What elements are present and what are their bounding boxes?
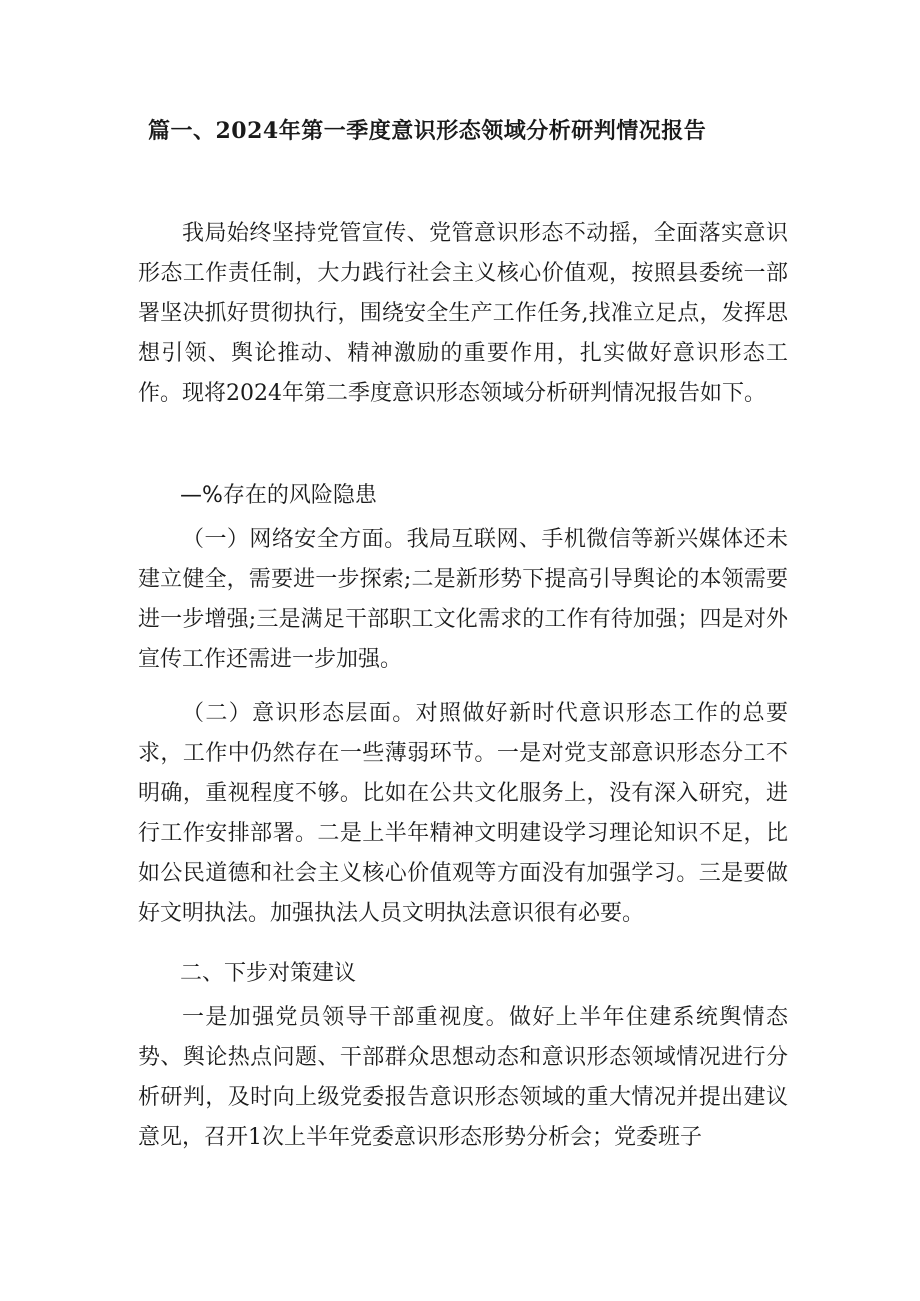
intro-paragraph: 我局始终坚持党管宣传、党管意识形态不动摇，全面落实意识形态工作责任制，大力践行社会主义核心价值观，按照县委统一部署坚决抓好贯彻执行，围绕安全生产工作任务,找准立足点，发挥思想引领、舆论推动、精神激励的重要作用，扎实做好意识形态工作。现将2024年第二季度意识形态领域分析研判情况报告如下。 bbox=[138, 221, 788, 406]
document-title: 篇一、2024年第一季度意识形态领域分析研判情况报告 bbox=[148, 118, 707, 144]
paragraph-ideology-level: （二）意识形态层面。对照做好新时代意识形态工作的总要求，工作中仍然存在一些薄弱环节。一是对党支部意识形态分工不明确，重视程度不够。比如在公共文化服务上，没有深入研究，进行工作安排部署。二是上半年精神文明建设学习理论知识不足，比如公民道德和社会主义核心价值观等方面没有加强学习。三是要做好文明执法。加强执法人员文明执法意识很有必要。 bbox=[138, 701, 788, 926]
section-heading-countermeasures: 二、下步对策建议 bbox=[180, 961, 357, 986]
paragraph-network-security: （一）网络安全方面。我局互联网、手机微信等新兴媒体还未建立健全，需要进一步探索;二是新形势下提高引导舆论的本领需要进一步增强;三是满足干部职工文化需求的工作有待加强；四是对外宣传工作还需进一步加强。 bbox=[138, 527, 788, 672]
section-heading-risks: —%存在的风险隐患 bbox=[180, 483, 377, 508]
paragraph-countermeasure-1: 一是加强党员领导干部重视度。做好上半年住建系统舆情态势、舆论热点问题、干部群众思想动态和意识形态领域情况进行分析研判，及时向上级党委报告意识形态领域的重大情况并提出建议意见，召开1次上半年党委意识形态形势分析会；党委班子 bbox=[138, 1005, 788, 1150]
